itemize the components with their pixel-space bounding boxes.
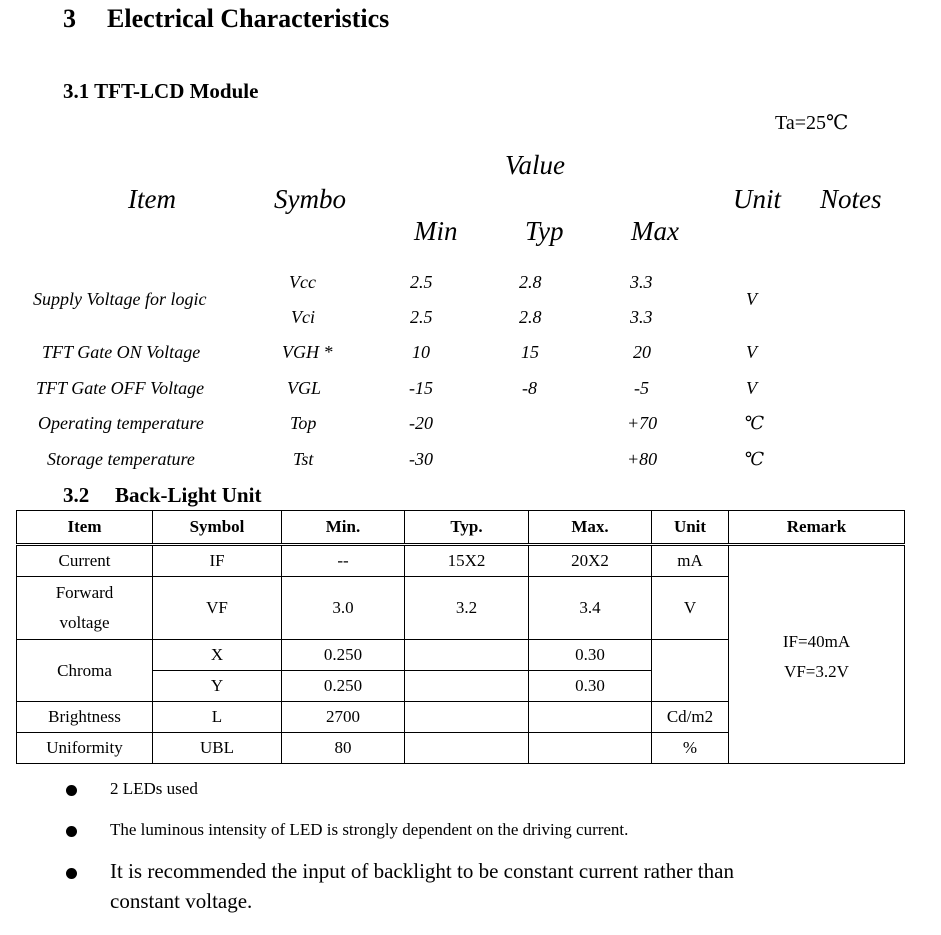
cell-max: 0.30	[529, 671, 652, 702]
note-1: 2 LEDs used	[110, 779, 198, 798]
remark-line-1: IF=40mA	[782, 631, 851, 651]
tft-typ-vcc: 2.8	[519, 272, 542, 292]
tft-symbol-top: Top	[290, 413, 317, 433]
cell-item	[17, 577, 153, 640]
tft-min-vgh: 10	[412, 342, 430, 362]
table-header-row	[17, 511, 905, 545]
cell-symbol: VF	[153, 577, 282, 640]
cell-min: 80	[282, 733, 405, 764]
cell-max	[529, 702, 652, 733]
cell-typ	[405, 733, 529, 764]
tft-unit-supply: V	[746, 289, 757, 309]
backlight-table	[16, 510, 905, 764]
cell-typ	[405, 671, 529, 702]
col-header-symbol: Symbol	[153, 511, 282, 545]
cell-min: 0.250	[282, 671, 405, 702]
cell-min: --	[282, 545, 405, 577]
header-max: Max	[631, 216, 679, 246]
tft-symbol-tst: Tst	[293, 449, 314, 469]
cell-symbol: IF	[153, 545, 282, 577]
cell-max	[529, 733, 652, 764]
note-3-continued: constant voltage.	[110, 889, 253, 913]
cell-item: Brightness	[17, 702, 153, 733]
tft-min-vcc: 2.5	[410, 272, 433, 292]
cell-max: 20X2	[529, 545, 652, 577]
cell-max: 3.4	[529, 577, 652, 640]
tft-unit-top: ℃	[744, 413, 765, 433]
header-item: Item	[128, 184, 176, 214]
table-row	[17, 545, 905, 577]
section-title	[63, 4, 389, 34]
cell-unit: V	[652, 577, 729, 640]
tft-min-vci: 2.5	[410, 307, 433, 327]
tft-item-tst: Storage temperature	[47, 449, 195, 469]
section-title-text: Electrical Characteristics	[107, 4, 390, 33]
cell-item: Current	[17, 545, 153, 577]
col-header-item: Item	[17, 511, 153, 545]
tft-typ-vci: 2.8	[519, 307, 542, 327]
tft-typ-vgl: -8	[522, 378, 537, 398]
cell-max: 0.30	[529, 640, 652, 671]
cell-item: Uniformity	[17, 733, 153, 764]
tft-unit-tst: ℃	[744, 449, 765, 469]
header-min: Min	[414, 216, 458, 246]
tft-item-vgh: TFT Gate ON Voltage	[42, 342, 201, 362]
remark-line-2: VF=3.2V	[784, 661, 849, 681]
tft-item-top: Operating temperature	[38, 413, 204, 433]
tft-item-vgl: TFT Gate OFF Voltage	[36, 378, 205, 398]
cell-symbol: UBL	[153, 733, 282, 764]
cell-typ	[405, 702, 529, 733]
tft-max-vgl: -5	[634, 378, 649, 398]
backlight-number: 3.2	[63, 483, 90, 507]
tft-typ-vgh: 15	[521, 342, 539, 362]
tft-symbol-vgh: VGH *	[282, 342, 333, 362]
bullet-icon	[66, 785, 77, 796]
tft-unit-vgl: V	[746, 378, 757, 398]
section-number: 3	[63, 4, 76, 33]
bullet-icon	[66, 868, 77, 879]
cell-symbol: X	[153, 640, 282, 671]
header-unit: Unit	[733, 184, 782, 214]
cell-min: 0.250	[282, 640, 405, 671]
temperature-condition: Ta=25℃	[775, 112, 849, 134]
tft-symbol-vci: Vci	[291, 307, 315, 327]
tft-max-vcc: 3.3	[630, 272, 653, 292]
cell-remark	[729, 545, 905, 764]
cell-item-line-2: voltage	[59, 613, 110, 632]
cell-item: Chroma	[17, 640, 153, 702]
backlight-heading	[63, 483, 261, 508]
header-value: Value	[505, 150, 565, 180]
header-notes: Notes	[820, 184, 882, 214]
col-header-unit: Unit	[652, 511, 729, 545]
tft-heading: 3.1 TFT-LCD Module	[63, 79, 259, 103]
col-header-typ: Typ.	[405, 511, 529, 545]
note-3: It is recommended the input of backlight to be constant current rather than	[110, 859, 734, 883]
cell-min: 3.0	[282, 577, 405, 640]
tft-symbol-vgl: VGL	[287, 378, 322, 398]
tft-item-supply: Supply Voltage for logic	[33, 289, 207, 309]
bullet-icon	[66, 826, 77, 837]
tft-symbol-vcc: Vcc	[289, 272, 316, 292]
col-header-max: Max.	[529, 511, 652, 545]
cell-min: 2700	[282, 702, 405, 733]
cell-typ: 15X2	[405, 545, 529, 577]
cell-unit: mA	[652, 545, 729, 577]
header-symbol: Symbo	[274, 184, 346, 214]
tft-max-vci: 3.3	[630, 307, 653, 327]
tft-min-vgl: -15	[409, 378, 433, 398]
tft-max-vgh: 20	[633, 342, 651, 362]
cell-typ: 3.2	[405, 577, 529, 640]
cell-unit: Cd/m2	[652, 702, 729, 733]
cell-unit	[652, 640, 729, 702]
tft-min-top: -20	[409, 413, 433, 433]
cell-item-line-1: Forward	[55, 583, 114, 602]
cell-symbol: L	[153, 702, 282, 733]
tft-max-top: +70	[627, 413, 658, 433]
cell-symbol: Y	[153, 671, 282, 702]
note-2: The luminous intensity of LED is strongly dependent on the driving current.	[110, 820, 629, 839]
col-header-min: Min.	[282, 511, 405, 545]
tft-min-tst: -30	[409, 449, 433, 469]
cell-typ	[405, 640, 529, 671]
tft-unit-vgh: V	[746, 342, 757, 362]
backlight-title: Back-Light Unit	[115, 483, 262, 507]
tft-max-tst: +80	[627, 449, 658, 469]
col-header-remark: Remark	[729, 511, 905, 545]
header-typ: Typ	[525, 216, 564, 246]
cell-unit: %	[652, 733, 729, 764]
